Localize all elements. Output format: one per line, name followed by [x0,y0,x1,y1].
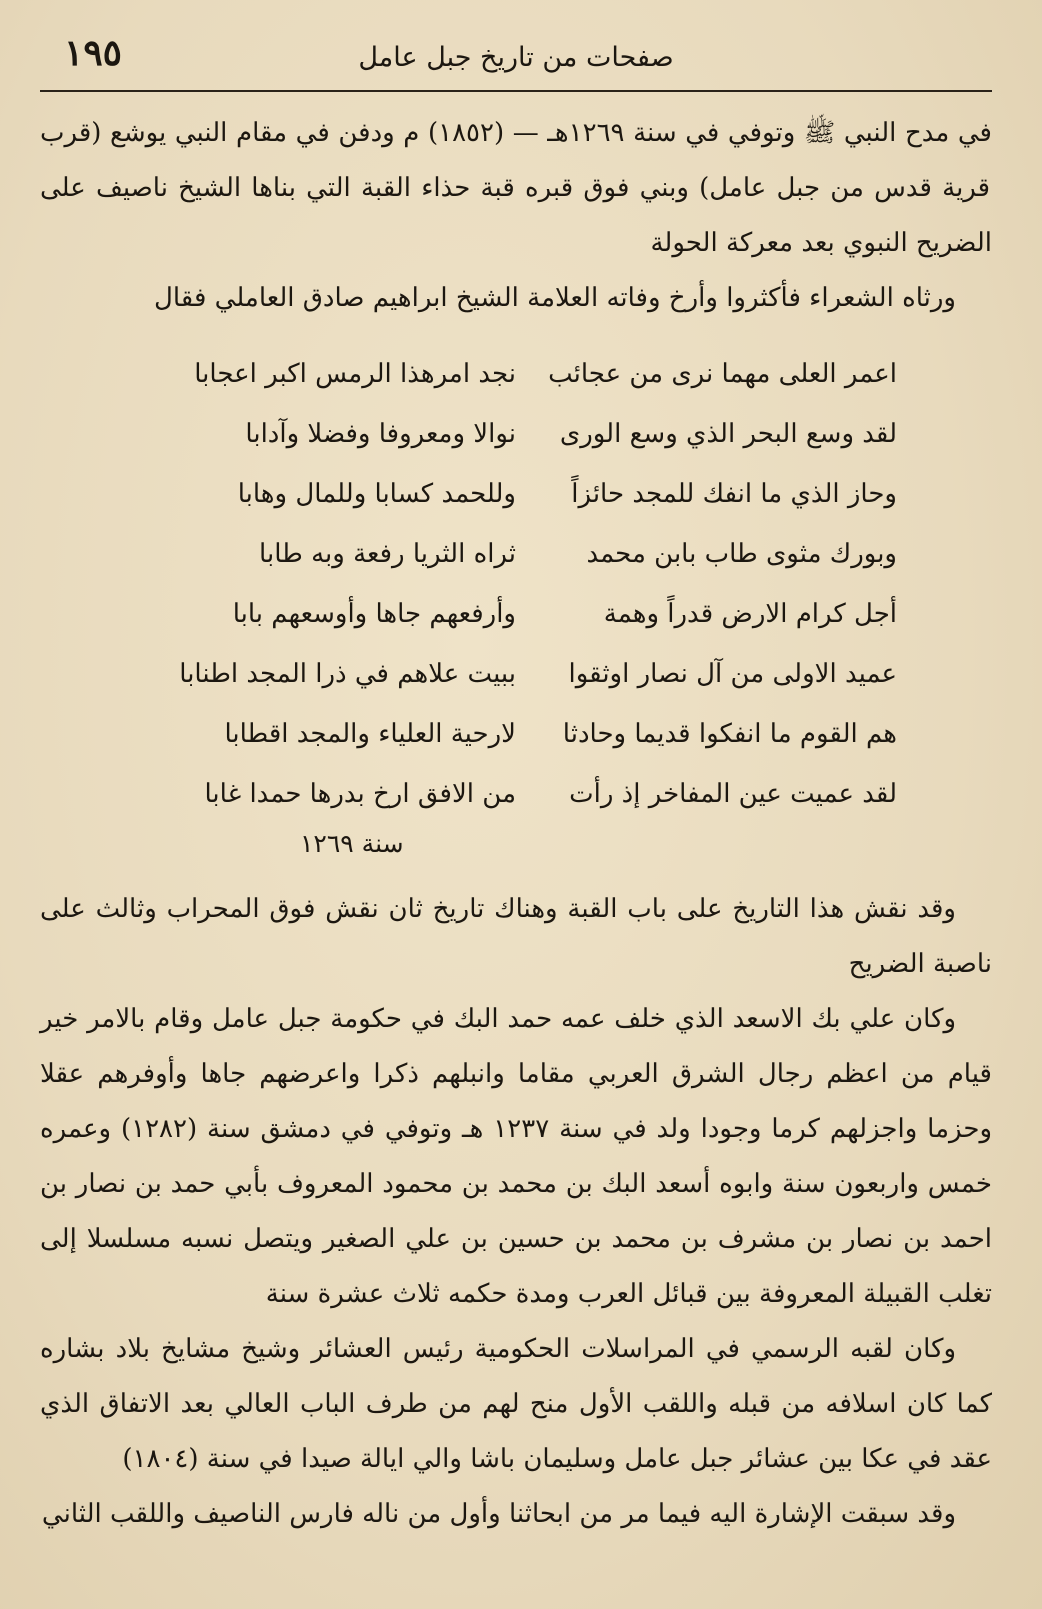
second-hemistich: نجد امرهذا الرمس اكبر اعجابا [194,359,516,389]
poem-verse [40,584,992,644]
running-title: صفحات من تاريخ جبل عامل [358,42,674,73]
poem-verse [40,464,992,524]
second-hemistich: وأرفعهم جاها وأوسعهم بابا [232,599,516,629]
intro-paragraph [40,106,992,271]
poem-verse [40,644,992,704]
text-line: (قرب قرية قدس من جبل عامل) وبني فوق قبره قبة حذاء القبة التي بناها الشيخ ناصيف على [40,118,991,203]
paragraph-ali-bek [40,992,992,1322]
text-line: على ناصبة الضريح [40,894,992,979]
first-hemistich: أجل كرام الارض قدراً وهمة [603,599,897,629]
second-hemistich: من الافق ارخ بدرها حمدا غابا [204,779,516,809]
text-line: مشرف بن محمد بن حسين بن علي الصغير ويتصل نسبه مسلسلا إلى تغلب القبيلة المعروفة بين [40,1224,992,1309]
paragraph-inscription [40,882,992,992]
text-line: سنة وابوه أسعد البك بن محمد بن محمود المعروف بأبي حمد بن نصار بن احمد بن نصار بن [40,1169,992,1254]
first-hemistich: عميد الاولى من آل نصار اوثقوا [568,659,897,689]
first-hemistich: وبورك مثوى طاب بابن محمد [586,539,897,569]
poem-year: سنة ١٢٦٩ [300,829,404,858]
text-line: وكان لقبه الرسمي في المراسلات الحكومية رئيس العشائر وشيخ مشايخ بلاد بشاره كما [40,1334,992,1419]
first-hemistich: لقد وسع البحر الذي وسع الورى [559,419,897,449]
page-header [40,30,992,92]
poem-verse [40,404,992,464]
text-line: واجزلهم كرما وجودا ولد في سنة ١٢٣٧ هـ وتوفي في دمشق سنة (١٢٨٢) وعمره خمس واربعون [40,1114,992,1199]
text-line: وقد نقش هذا التاريخ على باب القبة وهناك تاريخ ثان نقش فوق المحراب وثالث [85,894,956,924]
second-hemistich: ثراه الثريا رفعة وبه طابا [259,539,516,569]
text-line: الضريح النبوي بعد معركة الحولة [650,228,992,258]
paragraph-title [40,1322,992,1487]
first-hemistich: لقد عميت عين المفاخر إذ رأت [569,779,897,809]
second-hemistich: نوالا ومعروفا وفضلا وآدابا [245,419,516,449]
text-line: في مدح النبي ﷺ وتوفي في سنة ١٢٦٩هـ — (١٨٥٢) م ودفن في مقام النبي يوشع [101,118,992,148]
poem-verse [40,704,992,764]
intro-block [40,106,992,326]
poem [40,344,992,868]
second-hemistich: وللحمد كسابا وللمال وهابا [237,479,516,509]
elegy-intro: ورثاه الشعراء فأكثروا وأرخ وفاته العلامة الشيخ ابراهيم صادق العاملي فقال [153,283,956,313]
second-hemistich: لارحية العلياء والمجد اقطابا [224,719,516,749]
text-line: وكان علي بك الاسعد الذي خلف عمه حمد البك في حكومة جبل عامل وقام بالامر [78,1004,956,1034]
second-hemistich: ببيت علاهم في ذرا المجد اطنابا [179,659,516,689]
poem-verse [40,764,992,824]
paragraph-final [40,1487,992,1542]
text-line: خير قيام من اعظم رجال الشرق العربي مقاما وانبلهم ذكرا واعرضهم جاها وأوفرهم عقلا وحزما [40,1004,992,1144]
poem-verse [40,524,992,584]
first-hemistich: هم القوم ما انفكوا قديما وحادثا [562,719,897,749]
body-text [40,882,992,1542]
poem-verse [40,344,992,404]
page-number: ١٩٥ [64,32,123,74]
text-line: عكا بين عشائر جبل عامل وسليمان باشا والي ايالة صيدا في سنة (١٨٠٤) [122,1444,900,1474]
text-line: وقد سبقت الإشارة اليه فيما مر من ابحاثنا وأول من ناله فارس الناصيف واللقب الثاني [41,1499,956,1529]
text-line: قبائل العرب ومدة حكمه ثلاث عشرة سنة [265,1279,708,1309]
text-line: كان اسلافه من قبله واللقب الأول منح لهم من طرف الباب العالي بعد الاتفاق الذي عقد في [40,1389,992,1474]
first-hemistich: اعمر العلى مهما نرى من عجائب [548,359,897,389]
first-hemistich: وحاز الذي ما انفك للمجد حائزاً [571,479,897,509]
